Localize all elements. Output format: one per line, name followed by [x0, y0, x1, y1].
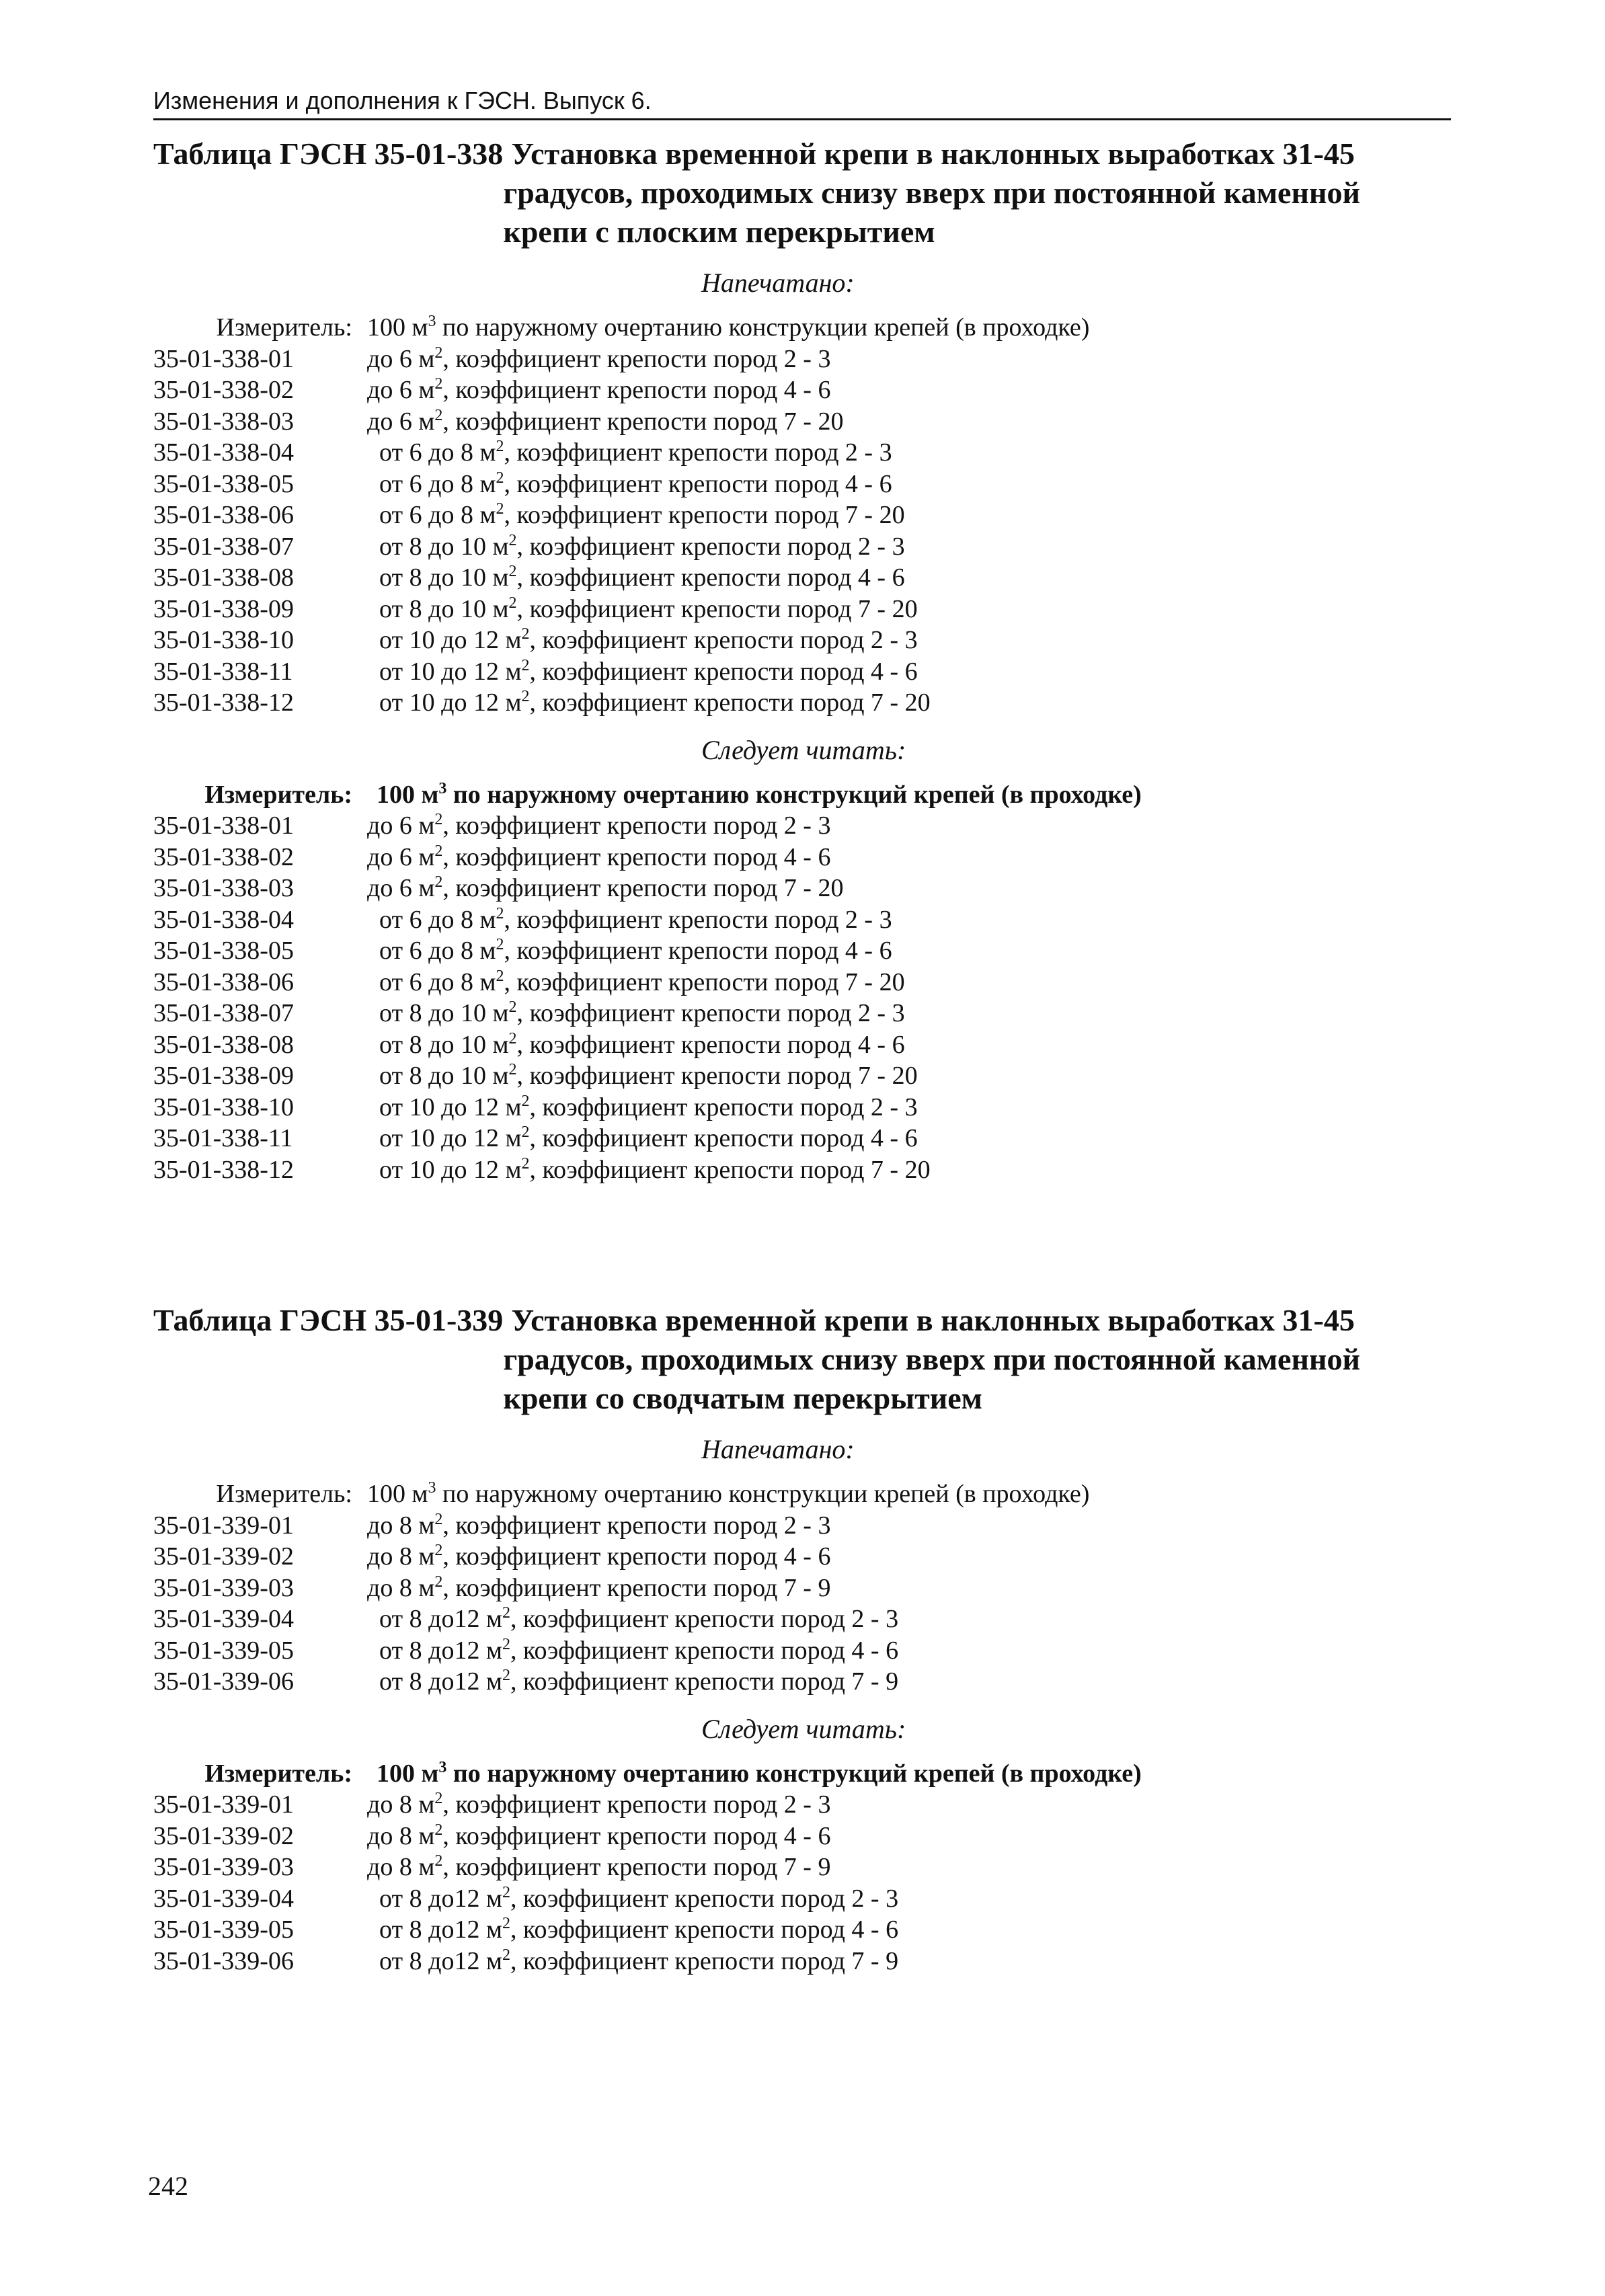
- table-row: [153, 437, 1451, 469]
- table-row: [153, 1946, 1451, 1977]
- table-row: [153, 935, 1451, 967]
- row-code: 35-01-338-11: [153, 657, 293, 686]
- row-code: 35-01-338-05: [153, 469, 294, 498]
- unit-row: [153, 779, 1451, 811]
- entries-printed: [153, 1478, 1451, 1698]
- row-code: 35-01-338-10: [153, 626, 294, 654]
- row-code: 35-01-338-10: [153, 1093, 294, 1121]
- row-desc: от 8 до12 $м^2$, коэффициент крепости пород 2 - 3: [379, 1604, 899, 1633]
- row-desc: до 8 $м^2$, коэффициент крепости пород 7 - 9: [367, 1852, 831, 1881]
- row-code: 35-01-339-03: [153, 1853, 294, 1881]
- table-row: [153, 469, 1451, 500]
- row-code: 35-01-338-02: [153, 376, 294, 404]
- row-code: 35-01-339-01: [153, 1790, 294, 1819]
- row-desc: от 8 до 10 $м^2$, коэффициент крепости пород 7 - 20: [379, 1061, 918, 1090]
- entries-corrected: [153, 1758, 1451, 1977]
- unit-text: 100 $м^3$ по наружному очертанию конструкций крепей (в проходке): [377, 779, 1142, 809]
- table-row: [153, 1029, 1451, 1061]
- table-title-text: [503, 134, 1360, 251]
- row-desc: от 6 до 8 $м^2$, коэффициент крепости пород 7 - 20: [379, 967, 905, 996]
- row-desc: от 8 до12 $м^2$, коэффициент крепости пород 4 - 6: [379, 1915, 899, 1944]
- section-label-corrected: Следует читать:: [701, 1713, 906, 1744]
- row-code: 35-01-339-06: [153, 1946, 294, 1975]
- table-row: [153, 625, 1451, 656]
- table-row: [153, 810, 1451, 842]
- row-code: 35-01-338-08: [153, 1030, 294, 1059]
- unit-label: Измеритель:: [216, 313, 352, 342]
- row-code: 35-01-338-08: [153, 563, 294, 592]
- row-desc: до 8 $м^2$, коэффициент крепости пород 4 - 6: [367, 1821, 831, 1850]
- row-code: 35-01-338-03: [153, 407, 294, 436]
- row-desc: от 10 до 12 $м^2$, коэффициент крепости пород 2 - 3: [379, 625, 918, 654]
- page-number: 242: [148, 2171, 188, 2201]
- table-row: [153, 1883, 1451, 1915]
- unit-row: [153, 1758, 1451, 1790]
- row-code: 35-01-338-11: [153, 1124, 293, 1152]
- table-row: [153, 687, 1451, 719]
- table-code: Таблица ГЭСН 35-01-339: [153, 1303, 504, 1337]
- row-code: 35-01-338-06: [153, 501, 294, 529]
- table-row: [153, 1510, 1451, 1542]
- row-code: 35-01-338-01: [153, 811, 294, 840]
- title-line-2: градусов, проходимых снизу вверх при постоянной каменной: [503, 1342, 1360, 1376]
- table-row: [153, 873, 1451, 904]
- row-code: 35-01-339-04: [153, 1605, 294, 1633]
- row-desc: от 10 до 12 $м^2$, коэффициент крепости пород 7 - 20: [379, 688, 931, 717]
- row-desc: до 8 $м^2$, коэффициент крепости пород 2 - 3: [367, 1510, 831, 1540]
- section-label-printed: Напечатано:: [701, 268, 855, 298]
- unit-text: 100 $м^3$ по наружному очертанию конструкции крепей (в проходке): [367, 1479, 1090, 1508]
- row-desc: до 6 $м^2$, коэффициент крепости пород 2 - 3: [367, 811, 831, 840]
- table-row: [153, 406, 1451, 438]
- table-row: [153, 904, 1451, 936]
- row-desc: от 10 до 12 $м^2$, коэффициент крепости пород 2 - 3: [379, 1092, 918, 1121]
- table-row: [153, 562, 1451, 594]
- running-header: Изменения и дополнения к ГЭСН. Выпуск 6.: [153, 86, 1451, 120]
- row-code: 35-01-338-04: [153, 438, 294, 467]
- row-code: 35-01-338-12: [153, 1155, 294, 1184]
- table-row: [153, 500, 1451, 531]
- table-row: [153, 1573, 1451, 1604]
- table-title-text: [503, 1301, 1360, 1418]
- entries-corrected: [153, 779, 1451, 1186]
- table-row: [153, 1789, 1451, 1821]
- row-desc: до 8 $м^2$, коэффициент крепости пород 7 - 9: [367, 1573, 831, 1602]
- row-desc: от 8 до12 $м^2$, коэффициент крепости пород 4 - 6: [379, 1635, 899, 1665]
- row-desc: от 6 до 8 $м^2$, коэффициент крепости пород 4 - 6: [379, 936, 892, 965]
- table-row: [153, 656, 1451, 688]
- unit-text: 100 $м^3$ по наружному очертанию конструкций крепей (в проходке): [377, 1758, 1142, 1788]
- row-desc: от 8 до 10 $м^2$, коэффициент крепости пород 2 - 3: [379, 531, 905, 561]
- unit-label: Измеритель:: [216, 1480, 352, 1508]
- table-row: [153, 374, 1451, 406]
- row-code: 35-01-339-06: [153, 1667, 294, 1696]
- title-line-2: градусов, проходимых снизу вверх при постоянной каменной: [503, 175, 1360, 210]
- section-label-corrected: Следует читать:: [701, 734, 906, 765]
- row-code: 35-01-339-04: [153, 1884, 294, 1913]
- row-code: 35-01-338-05: [153, 937, 294, 965]
- entries-printed: [153, 312, 1451, 719]
- row-desc: от 8 до 10 $м^2$, коэффициент крепости пород 7 - 20: [379, 594, 918, 623]
- row-code: 35-01-338-09: [153, 1062, 294, 1090]
- table-row: [153, 1914, 1451, 1946]
- row-code: 35-01-338-02: [153, 842, 294, 871]
- table-row: [153, 842, 1451, 873]
- row-code: 35-01-338-06: [153, 967, 294, 996]
- row-desc: до 6 $м^2$, коэффициент крепости пород 7 - 20: [367, 873, 844, 902]
- table-block-338: [153, 134, 1451, 1185]
- row-code: 35-01-339-02: [153, 1542, 294, 1571]
- table-row: [153, 344, 1451, 375]
- row-desc: от 6 до 8 $м^2$, коэффициент крепости пород 2 - 3: [379, 438, 892, 467]
- table-row: [153, 1154, 1451, 1186]
- table-row: [153, 998, 1451, 1029]
- unit-row: [153, 1478, 1451, 1510]
- row-desc: от 8 до12 $м^2$, коэффициент крепости пород 2 - 3: [379, 1883, 899, 1913]
- row-desc: от 6 до 8 $м^2$, коэффициент крепости пород 7 - 20: [379, 500, 905, 529]
- table-title: [153, 134, 1451, 251]
- table-row: [153, 1666, 1451, 1698]
- table-block-339: [153, 1301, 1451, 1977]
- table-row: [153, 967, 1451, 998]
- table-row: [153, 531, 1451, 563]
- table-row: [153, 1541, 1451, 1573]
- title-line-3: крепи со сводчатым перекрытием: [503, 1381, 982, 1415]
- row-code: 35-01-338-04: [153, 905, 294, 934]
- row-code: 35-01-338-07: [153, 999, 294, 1027]
- row-desc: до 6 $м^2$, коэффициент крепости пород 7 - 20: [367, 406, 844, 436]
- row-desc: от 8 до 10 $м^2$, коэффициент крепости пород 2 - 3: [379, 998, 905, 1027]
- table-row: [153, 1821, 1451, 1852]
- row-desc: от 8 до12 $м^2$, коэффициент крепости пород 7 - 9: [379, 1667, 899, 1696]
- row-desc: от 10 до 12 $м^2$, коэффициент крепости пород 4 - 6: [379, 656, 918, 686]
- row-code: 35-01-338-03: [153, 874, 294, 902]
- title-line-1: Установка временной крепи в наклонных выработках 31-45: [511, 136, 1355, 171]
- unit-row: [153, 312, 1451, 344]
- section-label-printed: Напечатано:: [701, 1434, 855, 1464]
- row-desc: до 6 $м^2$, коэффициент крепости пород 4 - 6: [367, 375, 831, 404]
- unit-label: Измеритель:: [204, 1759, 352, 1788]
- table-row: [153, 1060, 1451, 1092]
- row-desc: от 8 до12 $м^2$, коэффициент крепости пород 7 - 9: [379, 1946, 899, 1975]
- row-desc: до 8 $м^2$, коэффициент крепости пород 4 - 6: [367, 1542, 831, 1571]
- row-desc: от 10 до 12 $м^2$, коэффициент крепости пород 7 - 20: [379, 1154, 931, 1184]
- table-code: Таблица ГЭСН 35-01-338: [153, 136, 504, 171]
- table-row: [153, 1092, 1451, 1123]
- row-code: 35-01-339-01: [153, 1511, 294, 1540]
- row-code: 35-01-339-05: [153, 1636, 294, 1665]
- row-desc: до 6 $м^2$, коэффициент крепости пород 2 - 3: [367, 344, 831, 373]
- row-desc: от 8 до 10 $м^2$, коэффициент крепости пород 4 - 6: [379, 563, 905, 592]
- table-row: [153, 1604, 1451, 1635]
- row-code: 35-01-339-03: [153, 1573, 294, 1602]
- row-desc: от 6 до 8 $м^2$, коэффициент крепости пород 2 - 3: [379, 904, 892, 934]
- unit-label: Измеритель:: [204, 780, 352, 809]
- table-row: [153, 1123, 1451, 1154]
- row-code: 35-01-339-05: [153, 1915, 294, 1944]
- row-code: 35-01-338-01: [153, 344, 294, 373]
- row-desc: от 6 до 8 $м^2$, коэффициент крепости пород 4 - 6: [379, 469, 892, 498]
- table-row: [153, 594, 1451, 625]
- row-code: 35-01-338-09: [153, 594, 294, 623]
- title-line-3: крепи с плоским перекрытием: [503, 214, 935, 249]
- row-desc: до 6 $м^2$, коэффициент крепости пород 4 - 6: [367, 842, 831, 871]
- table-row: [153, 1635, 1451, 1667]
- row-desc: от 10 до 12 $м^2$, коэффициент крепости пород 4 - 6: [379, 1123, 918, 1152]
- table-title: [153, 1301, 1451, 1418]
- row-desc: от 8 до 10 $м^2$, коэффициент крепости пород 4 - 6: [379, 1029, 905, 1059]
- row-code: 35-01-338-07: [153, 532, 294, 561]
- row-code: 35-01-339-02: [153, 1821, 294, 1850]
- unit-text: 100 $м^3$ по наружному очертанию конструкции крепей (в проходке): [367, 313, 1090, 342]
- title-line-1: Установка временной крепи в наклонных выработках 31-45: [511, 1303, 1355, 1337]
- row-code: 35-01-338-12: [153, 688, 294, 717]
- table-row: [153, 1852, 1451, 1883]
- row-desc: до 8 $м^2$, коэффициент крепости пород 2 - 3: [367, 1790, 831, 1819]
